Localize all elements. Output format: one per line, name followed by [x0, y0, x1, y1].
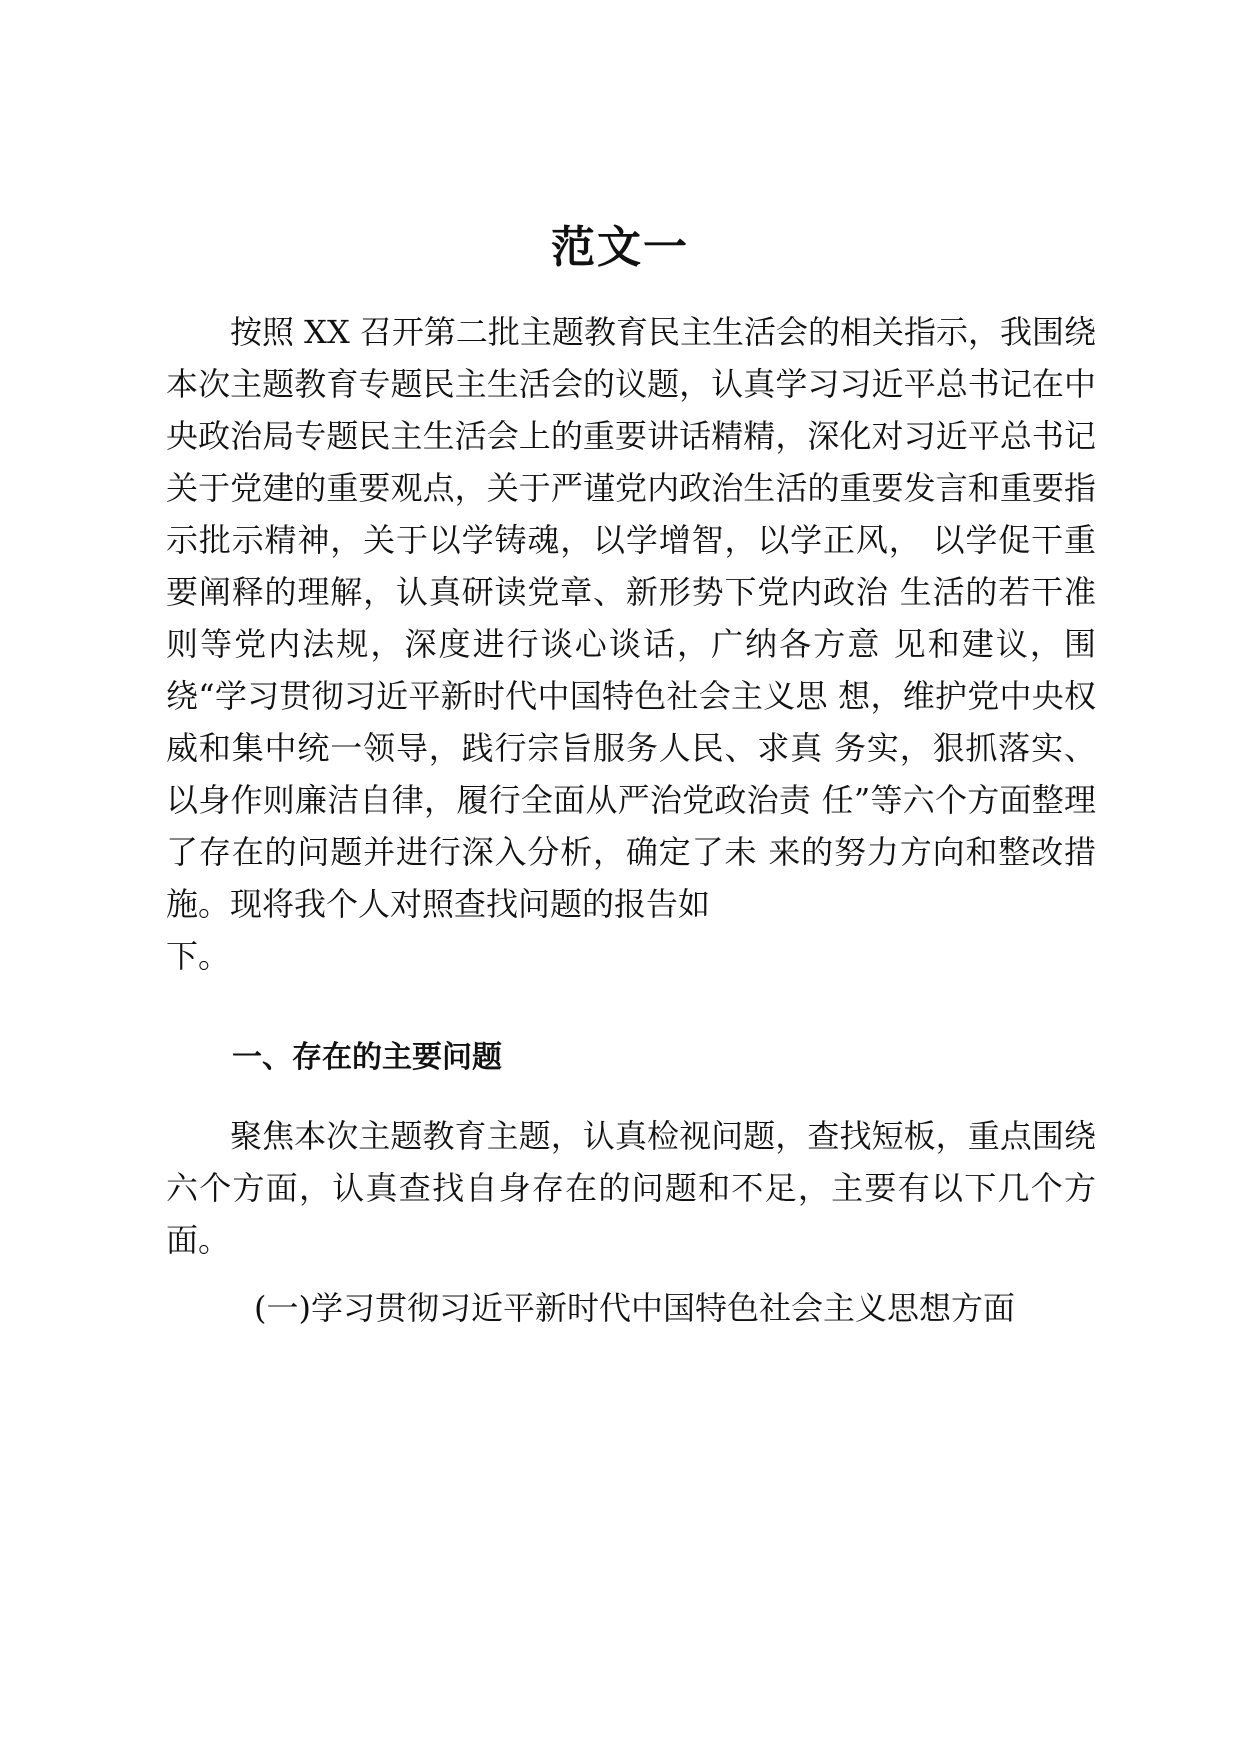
- section-paragraph: 聚焦本次主题教育主题，认真检视问题，查找短板，重点围绕六个方面，认真查找自身存在的问题和不足，主要有以下几个方面。: [166, 1117, 1096, 1259]
- intro-paragraph-tail: 下。: [166, 937, 231, 975]
- section-heading: 一、存在的主要问题: [232, 1040, 502, 1075]
- document-title: 范文一: [551, 222, 689, 273]
- intro-paragraph-text: 按照 XX 召开第二批主题教育民主生活会的相关指示，我围绕本次主题教育专题民主生活会的议题，认真学习习近平总书记在中央政治局专题民主生活会上的重要讲话精精，深化对习近平总书记关于党建的重要观点，关于严谨党内政治生活的重要发言和重要指示批示精神，关于以学铸魂，以学增智，以学正风， 以学促干重要阐释的理解，认真研读党章、新形势下党内政治 生活的若干准则等党内法规，深度进行谈心谈话，广纳各方意 见和建议，围绕“学习贯彻习近平新时代中国特色社会主义思 想，维护党中央权威和集中统一领导，践行宗旨服务人民、求真 务实，狠抓落实、以身作则廉洁自律，履行全面从严治党政治责 任”等六个方面整理了存在的问题并进行深入分析，确定了未 来的努力方向和整改措施。现将我个人对照查找问题的报告如: [166, 313, 1096, 923]
- intro-paragraph: [166, 306, 1096, 982]
- subsection-heading: (一)学习贯彻习近平新时代中国特色社会主义思想方面: [254, 1289, 1015, 1327]
